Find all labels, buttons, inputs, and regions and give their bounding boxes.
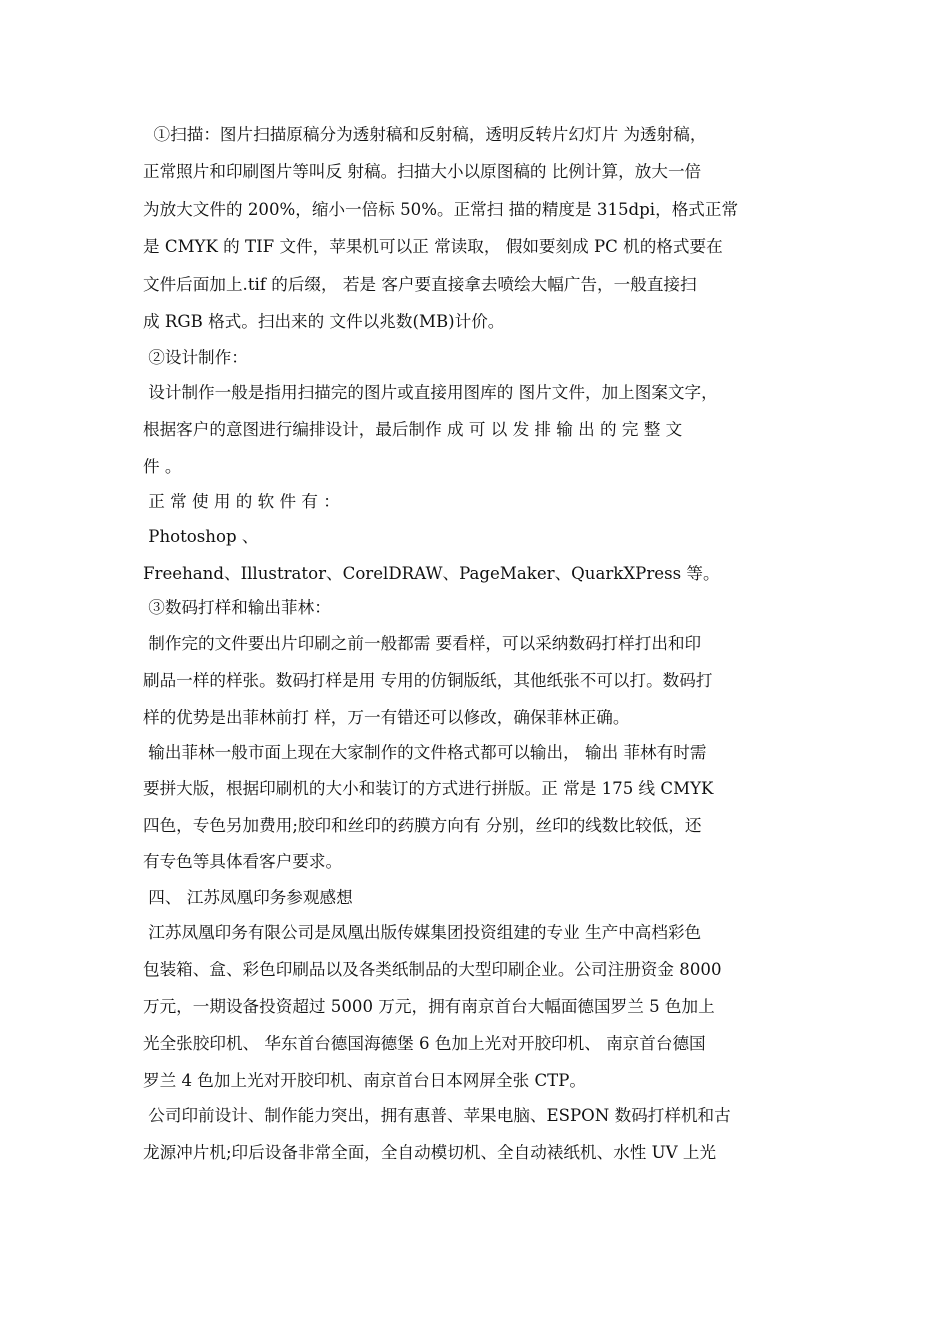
text-line: 江苏凤凰印务有限公司是凤凰出版传媒集团投资组建的专业 生产中高档彩色 <box>143 923 702 942</box>
text-line: 是 CMYK 的 TIF 文件，苹果机可以正 常读取， 假如要刻成 PC 机的格式要在 <box>143 237 723 256</box>
text-line: 成 RGB 格式。扫出来的 文件以兆数(MB)计价。 <box>143 312 505 331</box>
text-line: 文件后面加上.tif 的后缀， 若是 客户要直接拿去喷绘大幅广告，一般直接扫 <box>143 275 697 294</box>
text-line: 正 常 使 用 的 软 件 有 ： <box>143 492 340 511</box>
text-line: 刷品一样的样张。数码打样是用 专用的仿铜版纸，其他纸张不可以打。数码打 <box>143 671 713 690</box>
section-heading: 四、 江苏凤凰印务参观感想 <box>143 888 353 907</box>
text-line: ①扫描：图片扫描原稿分为透射稿和反射稿，透明反转片幻灯片 为透射稿， <box>143 125 707 144</box>
text-line: 件 。 <box>143 457 182 476</box>
text-line: 万元，一期设备投资超过 5000 万元，拥有南京首台大幅面德国罗兰 5 色加上 <box>143 997 715 1016</box>
text-line: 为放大文件的 200%，缩小一倍标 50%。正常扫 描的精度是 315dpi，格式正常 <box>143 200 739 219</box>
text-line: 包装箱、盒、彩色印刷品以及各类纸制品的大型印刷企业。公司注册资金 8000 <box>143 960 722 979</box>
text-line: 罗兰 4 色加上光对开胶印机、南京首台日本网屏全张 CTP。 <box>143 1071 586 1090</box>
text-line: 有专色等具体看客户要求。 <box>143 852 343 871</box>
text-line: Photoshop 、 <box>143 527 259 546</box>
text-line: 光全张胶印机、 华东首台德国海德堡 6 色加上光对开胶印机、 南京首台德国 <box>143 1034 706 1053</box>
text-line: 设计制作一般是指用扫描完的图片或直接用图库的 图片文件，加上图案文字， <box>143 383 718 402</box>
text-line: 公司印前设计、制作能力突出，拥有惠普、苹果电脑、ESPON 数码打样机和古 <box>143 1106 731 1125</box>
section-heading: ②设计制作： <box>143 348 248 367</box>
section-heading: ③数码打样和输出菲林： <box>143 598 331 617</box>
text-line: 龙源冲片机;印后设备非常全面，全自动模切机、全自动裱纸机、水性 UV 上光 <box>143 1143 717 1162</box>
text-line: 根据客户的意图进行编排设计，最后制作 成 可 以 发 排 输 出 的 完 整 文 <box>143 420 683 439</box>
text-line: 四色，专色另加费用;胶印和丝印的药膜方向有 分别，丝印的线数比较低，还 <box>143 816 702 835</box>
text-line: 制作完的文件要出片印刷之前一般都需 要看样，可以采纳数码打样打出和印 <box>143 634 702 653</box>
text-line: 正常照片和印刷图片等叫反 射稿。扫描大小以原图稿的 比例计算，放大一倍 <box>143 162 702 181</box>
text-line: 输出菲林一般市面上现在大家制作的文件格式都可以输出， 输出 菲林有时需 <box>143 743 707 762</box>
text-line: 样的优势是出菲林前打 样，万一有错还可以修改，确保菲林正确。 <box>143 708 630 727</box>
text-line: 要拼大版，根据印刷机的大小和装订的方式进行拼版。正 常是 175 线 CMYK <box>143 779 714 798</box>
text-line: Freehand、Illustrator、CorelDRAW、PageMaker、QuarkXPress 等。 <box>143 564 720 583</box>
